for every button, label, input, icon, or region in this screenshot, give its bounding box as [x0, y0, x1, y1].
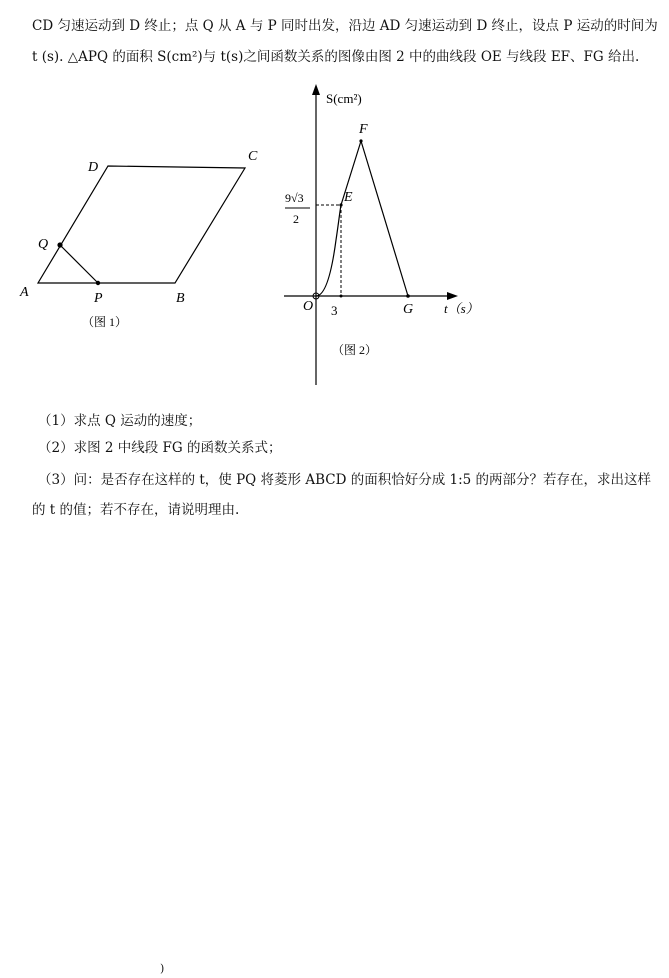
point-3-dot	[340, 295, 343, 298]
y-tick-denominator: 2	[293, 212, 299, 226]
figure-2-graph	[284, 84, 479, 385]
curve-oe	[316, 205, 341, 296]
point-q-dot	[57, 242, 62, 247]
question-3: （3）问：是否存在这样的 t，使 PQ 将菱形 ABCD 的面积恰好分成 1:5 的两部分？若存在，求出这样	[38, 472, 652, 488]
y-axis-label: S(cm²)	[326, 91, 362, 106]
origin-label: O	[303, 299, 314, 314]
label-g: G	[403, 302, 414, 317]
figure-2-caption: （图 2）	[332, 343, 378, 357]
point-o-dot	[313, 293, 319, 299]
rhombus-abcd	[38, 166, 245, 283]
label-d: D	[88, 160, 99, 175]
y-axis-arrow	[312, 84, 320, 95]
label-a: A	[20, 285, 29, 300]
question-3-continued: 的 t 的值；若不存在，请说明理由.	[32, 502, 240, 518]
footer-mark: )	[160, 962, 165, 975]
x-axis-arrow	[447, 292, 458, 300]
intro-line-1: CD 匀速运动到 D 终止；点 Q 从 A 与 P 同时出发，沿边 AD 匀速运动到 D 终止，设点 P 运动的时间为	[32, 18, 658, 34]
label-q: Q	[38, 237, 49, 252]
label-f: F	[359, 122, 368, 137]
x-tick-3: 3	[331, 303, 338, 318]
rhombus-outline	[38, 166, 245, 283]
question-2: （2）求图 2 中线段 FG 的函数关系式；	[38, 440, 282, 456]
point-g-dot	[406, 294, 410, 298]
y-tick-numerator: 9√3	[285, 191, 304, 205]
point-e-dot	[339, 203, 342, 206]
intro-line-2: t (s). △APQ 的面积 S(cm²)与 t(s)之间函数关系的图像由图 2 中的曲线段 OE 与线段 EF、FG 给出.	[32, 49, 640, 65]
figure-1-caption: （图 1）	[82, 315, 128, 329]
question-1: （1）求点 Q 运动的速度；	[38, 413, 202, 429]
segment-qp	[60, 245, 98, 283]
point-f-dot	[359, 139, 362, 142]
label-c: C	[248, 149, 258, 164]
segments-ef-fg	[341, 141, 408, 296]
x-axis-label: t（s）	[444, 301, 479, 316]
label-p: P	[94, 291, 103, 306]
point-p-dot	[96, 281, 100, 285]
label-e: E	[344, 190, 353, 205]
label-b: B	[176, 291, 185, 306]
